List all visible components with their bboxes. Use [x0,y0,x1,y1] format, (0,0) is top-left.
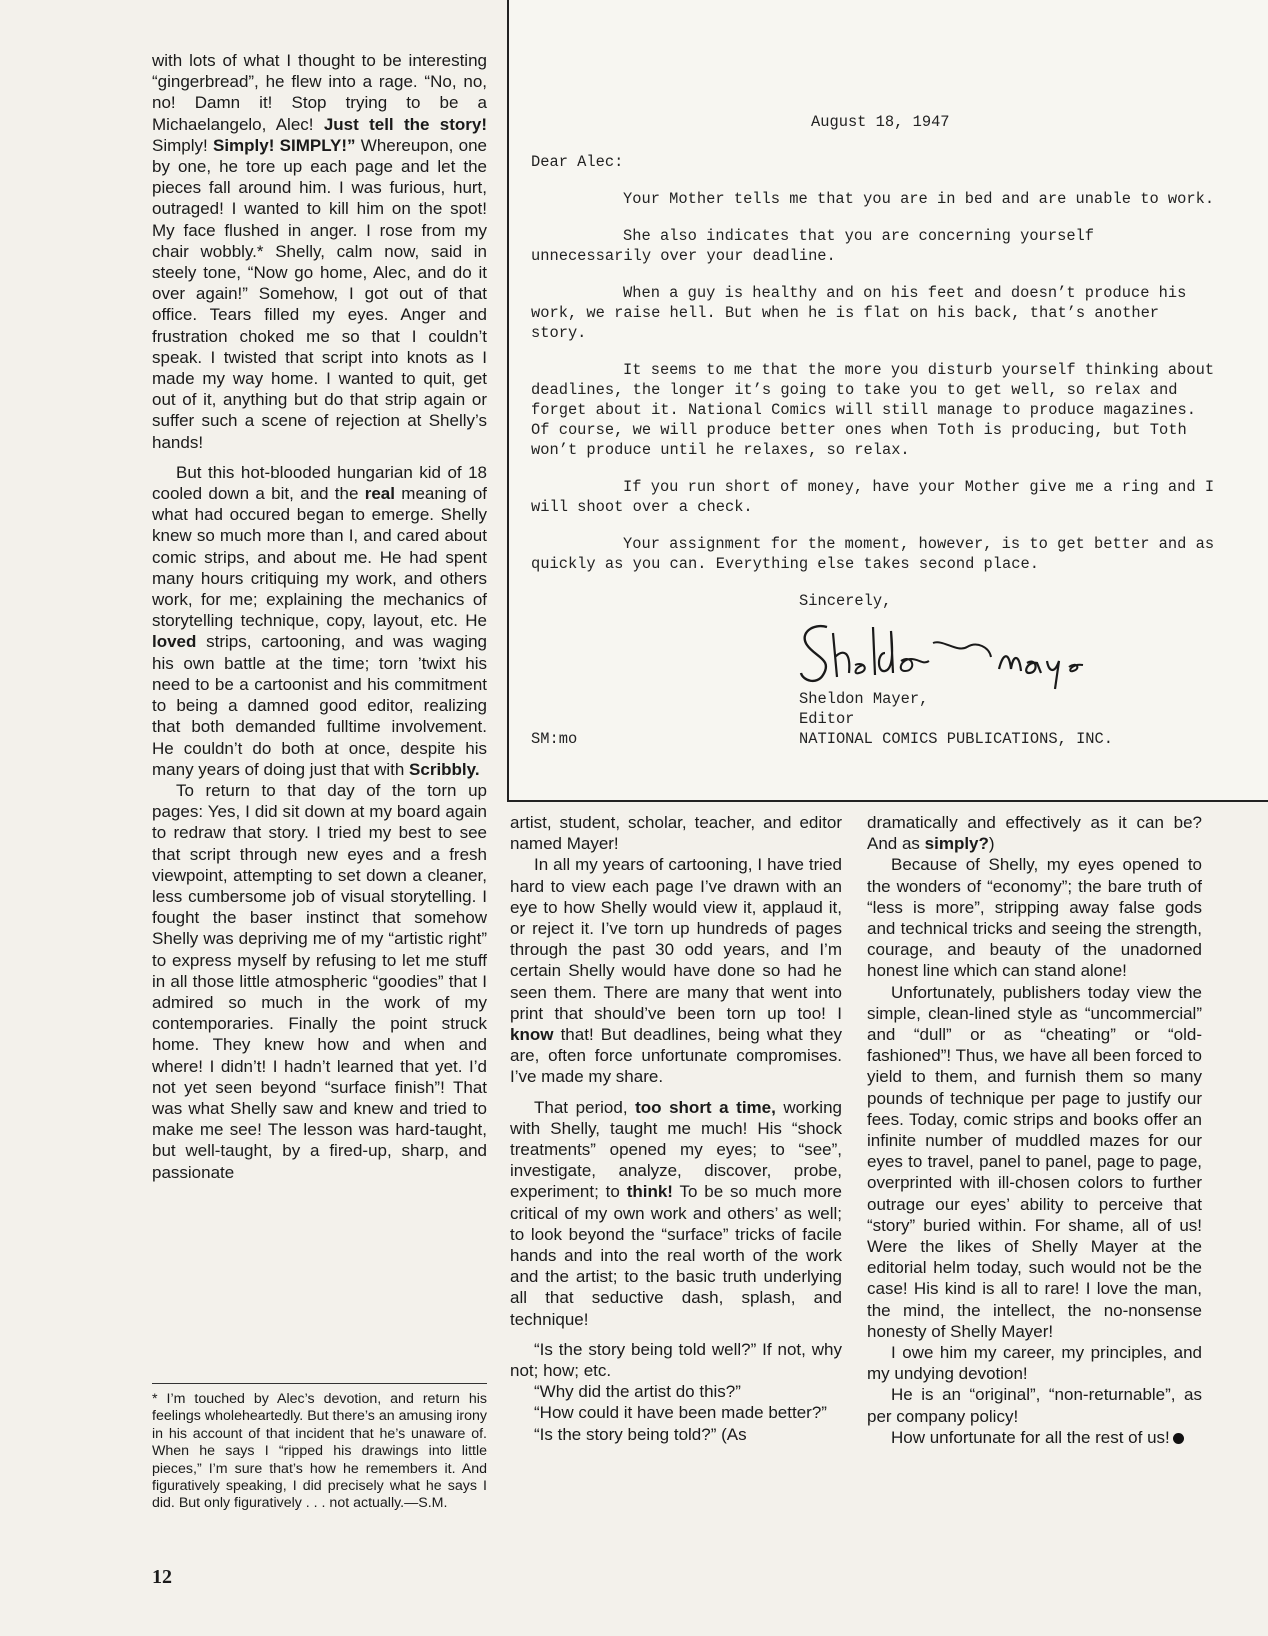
text-run: In all my years of cartooning, I have tried hard to view each page I’ve drawn with an eye to how Shelly would view it, applaud it, or reject it. I’ve torn up hundreds of pages through the past 30 odd years, and I’m certain Shelly would have done so had he seen them. There are many that went into print that should’ve been torn up too! I [510,855,842,1023]
letter-reproduction [507,0,1268,802]
letter-paragraph: She also indicates that you are concerning yourself unnecessarily over your deadline. [531,227,1095,265]
bold-text: loved [152,632,197,652]
paragraph [152,462,487,780]
bold-text: simply? [924,834,989,854]
end-mark-icon [1173,1433,1184,1444]
bold-text: real [364,484,395,504]
bold-text: Just tell the story! [323,114,487,134]
bold-text: Simply! SIMPLY!” [212,135,356,155]
letter-salutation: Dear Alec: [531,153,624,171]
letter-paragraph: If you run short of money, have your Mother give me a ring and I will shoot over a check. [531,478,1215,516]
bold-text: know [510,1025,554,1045]
letter-body [531,112,1221,749]
paragraph: “Is the story being told?” (As [534,1424,747,1444]
letter-footer [531,729,1221,749]
letter-paragraph: It seems to me that the more you disturb yourself thinking about deadlines, the longer it’s going to take you to get well, so relax and forget about it. National Comics will still manage to produce magazines. Of course, we will produce better ones when Toth is producing, but Toth won’t produce until he relaxes, so relax. [531,361,1215,459]
paragraph [510,1097,842,1330]
paragraph [152,50,487,453]
signature-block [799,591,1221,729]
article-column-3 [867,812,1202,1448]
paragraph: He is an “original”, “non-returnable”, as per company policy! [867,1385,1202,1426]
paragraph: “How could it have been made better?” [534,1403,827,1423]
paragraph: I owe him my career, my principles, and my undying devotion! [867,1343,1202,1384]
letter-paragraph: When a guy is healthy and on his feet and doesn’t produce his work, we raise hell. But when he is flat on his back, that’s another story. [531,284,1187,342]
letter-paragraph: Your assignment for the moment, however, is to get better and as quickly as you can. Everything else takes second place. [531,535,1215,573]
text-run: strips, cartooning, and was waging his own battle at the time; torn ’twixt his need to be a cartoonist and his commitment to being a damned good editor, realizing that both demanded fulltime involvement. He couldn’t do both at once, despite his many years of doing just that with [152,632,487,779]
footnote: * I’m touched by Alec’s devotion, and return his feelings wholeheartedly. But there’s an amusing irony in his account of that incident that he’s unaware of. When he says I “ripped his drawings into little pieces,” I’m sure that’s how he remembers it. And figuratively speaking, I did precisely what he says I did. But only figuratively . . . not actually.—S.M. [152,1391,487,1512]
bold-text: too short a time, [635,1097,776,1117]
text-run: dramatically and effectively as it can be? And as [867,813,1202,854]
paragraph: “Why did the artist do this?” [534,1382,741,1402]
article-column-2 [510,812,842,1445]
text-run: Whereupon, one by one, he tore up each page and let the pieces fall around him. I was furious, hurt, outraged! I wanted to kill him on the spot! My face flushed in anger. I rose from my chair wobbly.* Shelly, calm now, said in steely tone, “Now go home, Alec, and do it over again!” Somehow, I got out of that office. Tears filled my eyes. Anger and frustration choked me so that I couldn’t speak. I twisted that script into knots as I made my way home. I wanted to quit, get out of it, anything but do that strip again or suffer such a scene of rejection at Shelly’s hands! [152,135,487,452]
paragraph: artist, student, scholar, teacher, and editor named Mayer! [510,813,842,854]
text-run: Simply! [152,135,213,155]
text-run: that! But deadlines, being what they are, often force unfortunate compromises. I’ve made my share. [510,1025,842,1087]
letter-date: August 18, 1947 [811,113,950,131]
paragraph [510,854,842,1087]
text-run: To be so much more critical of my own work and others’ as well; to look beyond the “surface” tricks of facile hands and into the real worth of the work and the artist; to the basic truth underlying all that seductive dash, splash, and technique! [510,1182,842,1329]
bold-text: Scribbly. [409,759,480,779]
text-run: That period, [534,1097,636,1117]
typist-initials: SM:mo [531,730,578,748]
text-run: But this hot-blooded hungarian kid of 18 cooled down a bit, and the [152,462,487,504]
text-run: How unfortunate for all the rest of us! [891,1427,1170,1447]
text-run: ) [988,834,995,854]
text-run: working with Shelly, taught me much! His “shock treatments” opened my eyes; to “see”, investigate, analyze, discover, probe, experiment; to [510,1097,842,1202]
letter-paragraph: Your Mother tells me that you are in bed and are unable to work. [623,190,1215,208]
article-column-1 [152,50,487,1183]
signer-name: Sheldon Mayer, [799,690,929,708]
paragraph: Unfortunately, publishers today view the simple, clean-lined style as “uncommercial” and “dull” or as “cheating” or “old-fashioned”! Thus, we have all been forced to yield to them, and furnish them so many pounds of technique per page to justify our fees. Today, comic strips and books offer an infinite number of muddled mazes for our eyes to travel, panel to panel, page to page, overprinted with ill-chosen colors to further outrage our eyes’ ability to perceive that “story” buried within. For shame, all of us! Were the likes of Shelly Mayer at the editorial helm today, such would not be the case! His kind is all to rare! I love the man, the mind, the intellect, the no-nonsense honesty of Shelly Mayer! [867,982,1202,1341]
paragraph: To return to that day of the torn up pages: Yes, I did sit down at my board again to redraw that story. I tried my best to see that script through new eyes and a fresh viewpoint, attempting to set down a cleaner, less cumbersome job of visual storytelling. I fought the baser instinct that somehow Shelly was depriving me of my “artistic right” to express myself by refusing to let me stuff in all those little atmospheric “goodies” that I admired so much in the work of my contemporaries. Finally the point struck home. They knew how and when and where! I didn’t! I hadn’t learned that yet. I’d not yet seen beyond “surface finish”! That was what Shelly saw and knew and tried to make me see! The lesson was hard-taught, but well-taught, by a fired-up, sharp, and passionate [152,780,487,1182]
paragraph [867,1427,1202,1448]
text-run: meaning of what had occured began to emerge. Shelly knew so much more than I, and cared about comic strips, and about me. He had spent many hours critiquing my work, and others work, for me; explaining the mechanics of storytelling technique, copy, layout, etc. He [152,484,487,631]
handwritten-signature [793,613,1113,693]
paragraph: “Is the story being told well?” If not, why not; how; etc. [510,1339,842,1381]
signer-title: Editor [799,710,855,728]
footnote-divider [152,1383,487,1384]
page-number: 12 [152,1566,172,1588]
letter-closing: Sincerely, [799,592,892,610]
paragraph: Because of Shelly, my eyes opened to the wonders of “economy”; the bare truth of “less is more”, stripping away false gods and technical tricks and seeing the strength, courage, and beauty of the unadorned honest line which can stand alone! [867,855,1202,981]
bold-text: think! [626,1182,673,1202]
paragraph [867,812,1202,854]
text-run: with lots of what I thought to be interesting “gingerbread”, he flew into a rage. “No, no, no! Damn it! Stop trying to be a Michaelangelo, Alec! [152,51,487,134]
company-name: NATIONAL COMICS PUBLICATIONS, INC. [799,730,1114,748]
